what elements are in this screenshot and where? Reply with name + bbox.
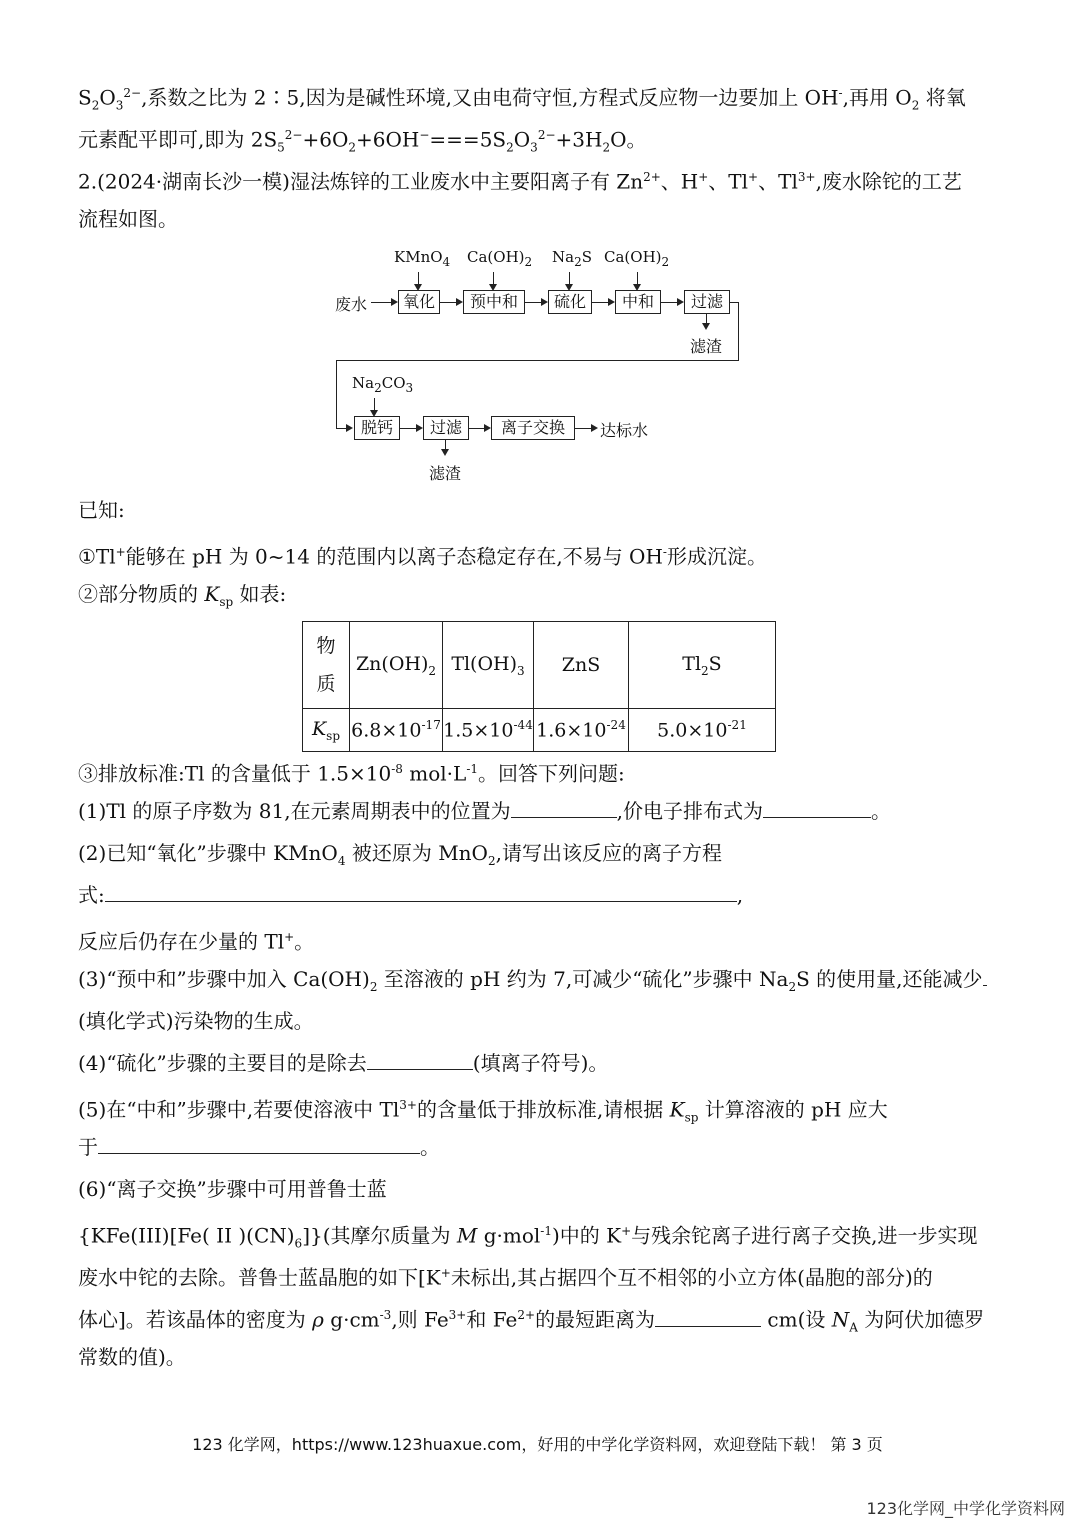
question-4: (4)“硫化”步骤的主要目的是除去 (填离子符号)。	[78, 1051, 609, 1075]
step-decalcify: 脱钙	[354, 416, 400, 440]
answer-blank[interactable]	[655, 1308, 761, 1327]
table-col-header: $Tl_2S$	[629, 622, 776, 709]
step-filter-1: 过滤	[684, 290, 730, 314]
table-cell: $5.0\times 10^{-21}$	[629, 709, 776, 752]
answer-blank[interactable]	[511, 799, 617, 818]
reagent-kmno4: KMnO$_4$	[394, 248, 451, 269]
question-5-blank: 于 。	[78, 1135, 440, 1159]
residue-1: 滤渣	[690, 337, 723, 356]
reagent-caoh2: $Ca(OH)_2$	[467, 248, 533, 269]
text-line: $S_2O_3^{2-}$,系数之比为 2∶5,因为是碱性环境,又由电荷守恒,方程式反应物一边要加上 OH-,再用 $O_2$ 将氧	[78, 85, 966, 113]
step-filter-2: 过滤	[423, 416, 469, 440]
question-6-line-2: {KFe(III)[Fe( II )$(CN)_6$]}(其摩尔质量为 M g·mol$^{-1}$)中的 K+与残余铊离子进行离子交换,进一步实现	[78, 1223, 978, 1251]
table-cell: $1.5\times 10^{-44}$	[443, 709, 534, 752]
question-3: (3)“预中和”步骤中加入 $Ca(OH)_2$ 至溶液的 pH 约为 7,可减少“硫化”步骤中 $Na_2S$ 的使用量,还能减少	[78, 966, 987, 1000]
table-header-label: 物 质	[303, 622, 350, 709]
answer-blank[interactable]	[105, 883, 737, 902]
question-3-cont: (填化学式)污染物的生成。	[78, 1009, 314, 1033]
table-col-header: $Tl(OH)_3$	[443, 622, 534, 709]
known-item-2: ②部分物质的 $K_{sp}$ 如表:	[78, 582, 287, 609]
page-footer: 123 化学网，https://www.123huaxue.com，好用的中学化学资料网，欢迎登陆下载！ 第 3 页	[192, 1435, 883, 1454]
question-6-line-5: 常数的值)。	[78, 1345, 186, 1369]
table-cell: $6.8\times 10^{-17}$	[350, 709, 443, 752]
step-neutralize: 中和	[615, 290, 661, 314]
table-cell: $1.6\times 10^{-24}$	[534, 709, 629, 752]
answer-blank[interactable]	[763, 799, 871, 818]
question-6: (6)“离子交换”步骤中可用普鲁士蓝	[78, 1177, 387, 1201]
step-oxidation: 氧化	[398, 290, 440, 314]
question-2-note: 反应后仍存在少量的 Tl+。	[78, 929, 315, 954]
table-row-label: $K_{sp}$	[303, 709, 350, 752]
question-2: (2)已知“氧化”步骤中 KMnO$_4$ 被还原为 MnO$_2$,请写出该反应的离子方程	[78, 841, 722, 868]
step-pre-neutralize: 预中和	[463, 290, 525, 314]
question-6-line-4: 体心]。若该晶体的密度为 ρ $g\cdot cm^{-3}$,则 $Fe^{3+}$和 $Fe^{2+}$的最短距离为 cm(设 $N_A$ 为阿伏加德罗	[78, 1307, 985, 1335]
answer-blank[interactable]	[983, 967, 987, 986]
reagent-na2co3: $Na_2CO_3$	[352, 374, 414, 395]
table-col-header: $Zn(OH)_2$	[350, 622, 443, 709]
question-2-intro: 2.(2024·湖南长沙一模)湿法炼锌的工业废水中主要阳离子有 $Zn^{2+}$、H+、Tl+、$Tl^{3+}$,废水除铊的工艺	[78, 169, 962, 194]
reagent-na2s: $Na_2S$	[552, 248, 592, 269]
known-item-1: ①Tl+能够在 pH 为 0~14 的范围内以离子态稳定存在,不易与 OH-形成沉淀。	[78, 544, 767, 569]
step-ion-exchange: 离子交换	[491, 416, 575, 440]
table-col-header: ZnS	[534, 622, 629, 709]
flow-output: 达标水	[600, 421, 649, 440]
question-2-blank: 式: ,	[78, 883, 744, 907]
ksp-table	[302, 621, 776, 752]
question-6-line-3: 废水中铊的去除。普鲁士蓝晶胞的如下[K+未标出,其占据四个互不相邻的小立方体(晶胞的部分)的	[78, 1265, 933, 1290]
question-2-intro-2: 流程如图。	[78, 207, 178, 231]
residue-2: 滤渣	[429, 464, 462, 483]
question-1: (1)Tl 的原子序数为 81,在元素周期表中的位置为 ,价电子排布式为 。	[78, 799, 891, 823]
watermark: 123化学网_中学化学资料网	[866, 1499, 1065, 1518]
text-line: 元素配平即可,即为 $2S_5^{2-}+6O_2+6OH^-===5S_2O_3^{2-}+3H_2O$。	[78, 127, 647, 155]
known-title: 已知:	[78, 498, 125, 522]
reagent-caoh2-second: $Ca(OH)_2$	[604, 248, 670, 269]
known-item-3: ③排放标准:Tl 的含量低于 $1.5\times 10^{-8}$ $mol\cdot L^{-1}$。回答下列问题:	[78, 761, 625, 786]
question-5: (5)在“中和”步骤中,若要使溶液中 $Tl^{3+}$的含量低于排放标准,请根据 $K_{sp}$ 计算溶液的 pH 应大	[78, 1097, 888, 1125]
step-sulfidation: 硫化	[548, 290, 592, 314]
answer-blank[interactable]	[367, 1051, 473, 1070]
flow-input: 废水	[335, 295, 368, 314]
answer-blank[interactable]	[98, 1135, 420, 1154]
